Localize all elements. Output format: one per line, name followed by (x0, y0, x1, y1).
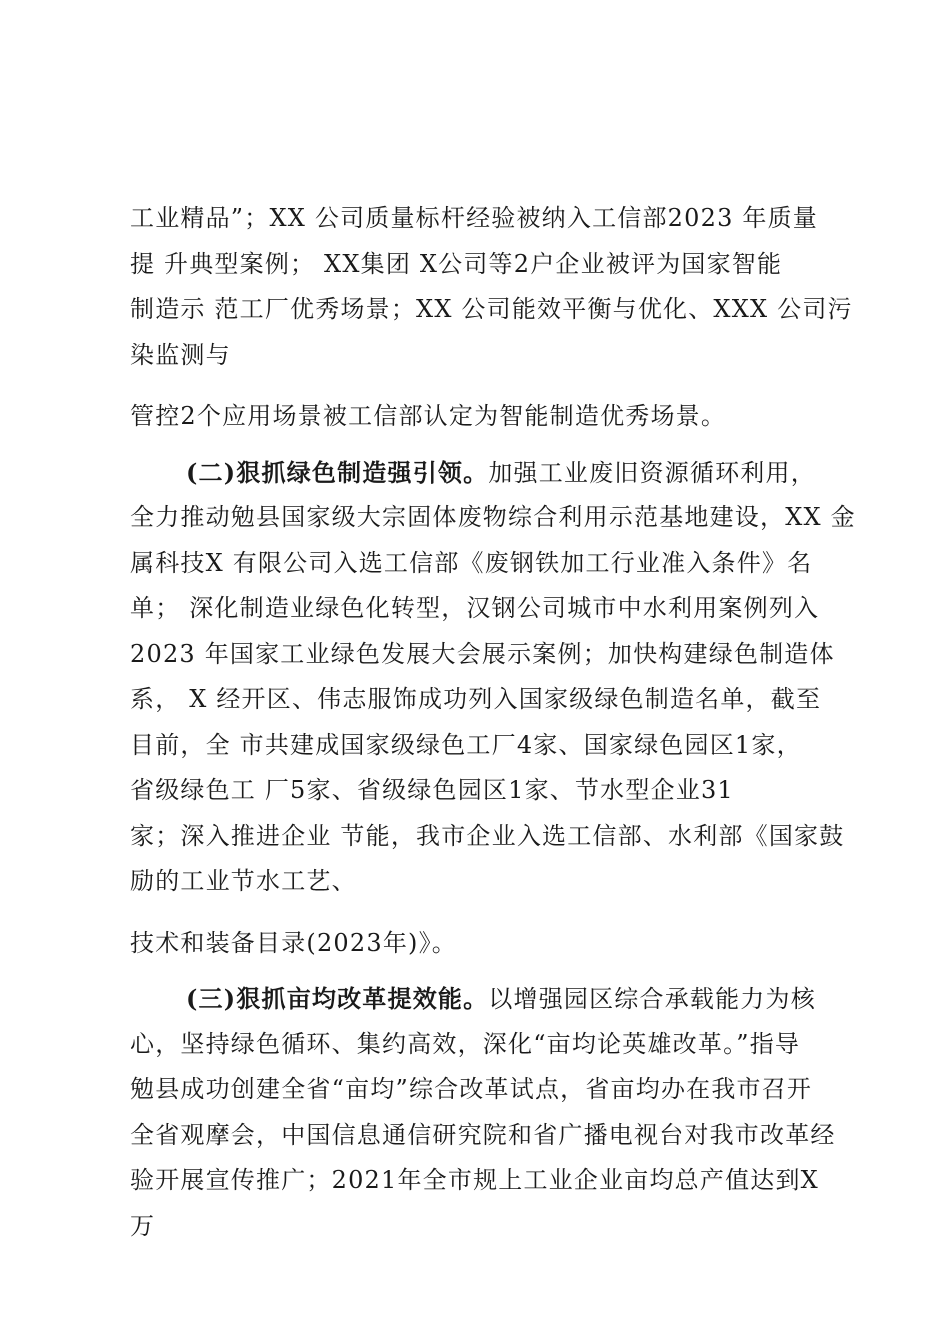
section-heading-line (130, 450, 838, 496)
text-line: 2023 年国家工业绿色发展大会展示案例；加快构建绿色制造体 (130, 639, 835, 668)
text-run: 加强工业废旧资源循环利用， (488, 458, 816, 487)
section-heading: (二)狠抓绿色制造强引领。 (186, 457, 489, 487)
document-page (130, 196, 856, 1249)
text-run: 以增强园区综合承载能力为核 (488, 985, 816, 1013)
text-line: 单； 深化制造业绿色化转型，汉钢公司城市中水利用案例列入 (130, 594, 820, 622)
text-line: 全力推动勉县国家级大宗固体废物综合利用示范基地建设，XX 金 (130, 503, 856, 531)
text-line: 系， X 经开区、伟志服饰成功列入国家级绿色制造名单，截至 (130, 685, 822, 713)
text-line: 家；深入推进企业 节能，我市企业入选工信部、水利部《国家鼓 (130, 821, 845, 850)
text-line: 属科技X 有限公司入选工信部《废钢铁加工行业准入条件》名 (130, 548, 813, 577)
text-line: 万 (130, 1211, 156, 1240)
text-line: 勉县成功创建全省“亩均”综合改革试点，省亩均办在我市召开 (130, 1075, 813, 1103)
text-line: 管控2个应用场景被工信部认定为智能制造优秀场景。 (130, 402, 727, 430)
section-2 (130, 450, 856, 967)
text-line: 全省观摩会，中国信息通信研究院和省广播电视台对我市改革经 (130, 1120, 836, 1149)
text-line: 心，坚持绿色循环、集约高效，深化“亩均论英雄改革。”指导 (130, 1029, 801, 1058)
text-line: 染监测与 (130, 340, 231, 369)
section-heading-line (130, 976, 838, 1022)
text-line: 技术和装备目录(2023年)》。 (130, 928, 458, 957)
text-line: 工业精品”；XX 公司质量标杆经验被纳入工信部2023 年质量 (130, 204, 818, 232)
paragraph-1 (130, 196, 853, 440)
text-line: 目前，全 市共建成国家级绿色工厂4家、国家绿色园区1家， (130, 730, 802, 759)
text-line: 省级绿色工 厂5家、省级绿色园区1家、节水型企业31 (130, 776, 734, 804)
text-line: 励的工业节水工艺、 (130, 867, 357, 895)
section-heading: (三)狠抓亩均改革提效能。 (186, 984, 489, 1013)
text-line: 提 升典型案例； XX集团 X公司等2户企业被评为国家智能 (130, 249, 783, 278)
text-line: 制造示 范工厂优秀场景；XX 公司能效平衡与优化、XXX 公司污 (130, 295, 853, 323)
section-3 (130, 976, 838, 1249)
text-line: 验开展宣传推广；2021年全市规上工业企业亩均总产值达到X (130, 1166, 819, 1194)
